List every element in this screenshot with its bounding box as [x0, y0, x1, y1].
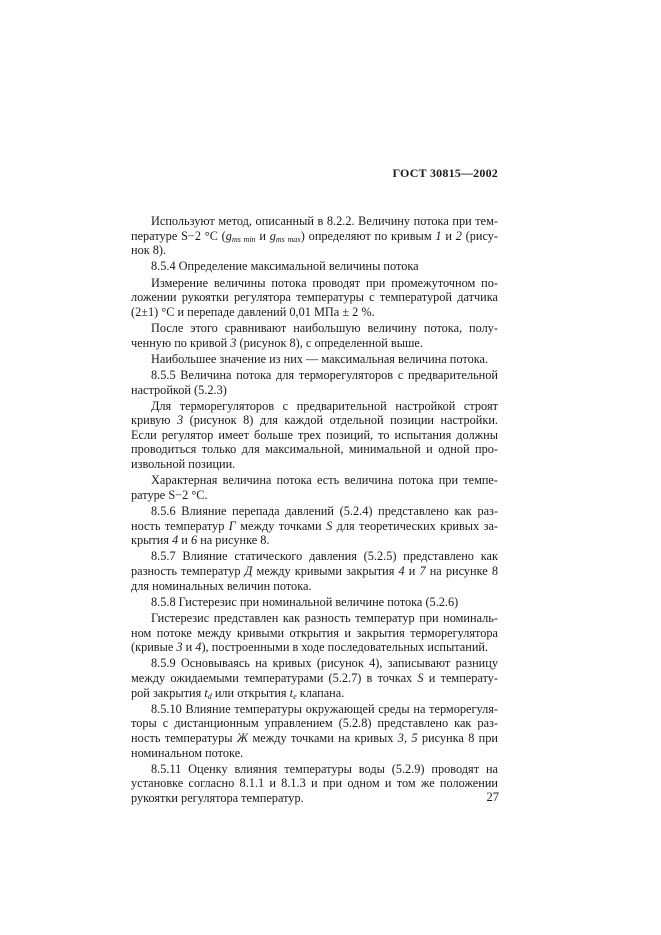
text-run: 7	[419, 564, 426, 578]
text-run: (рисунок 8), с определенной выше.	[236, 335, 423, 350]
text-run: S	[417, 670, 424, 685]
text-run: между точками на кривых	[248, 730, 398, 745]
text-run: между точками	[235, 518, 327, 533]
document-header: ГОСТ 30815—2002	[392, 166, 498, 180]
paragraph	[131, 321, 498, 350]
text-run: клапана.	[296, 685, 345, 700]
text-run: ) определяют по кривым	[300, 228, 436, 243]
paragraph	[131, 611, 498, 655]
text-run: и	[255, 228, 270, 243]
paragraph	[131, 702, 498, 760]
text-run: Ж	[236, 730, 249, 745]
text-run: Для терморегуляторов с предварительной настройкой строят кривую	[131, 398, 498, 428]
text-run: ms max	[275, 234, 301, 244]
page-number: 27	[486, 790, 499, 804]
text-run: рисунка 8 при номинальном потоке.	[131, 730, 498, 760]
text-run: e	[293, 691, 297, 701]
text-run: на рисунке 8 для номинальных величин потока.	[131, 564, 498, 593]
text-run: (рису-нок 8).	[131, 228, 499, 258]
text-run: 1	[435, 228, 442, 243]
paragraph	[131, 504, 498, 548]
text-run: и температу-рой закрытия	[131, 670, 498, 700]
text-run: и	[441, 228, 456, 243]
text-run: 4	[172, 533, 179, 548]
text-run: g	[225, 228, 232, 243]
text-run: ,	[403, 730, 412, 745]
paragraph	[131, 352, 498, 367]
paragraph	[131, 473, 498, 502]
text-run: 5	[411, 730, 418, 745]
text-run: на рисунке 8.	[197, 533, 270, 548]
text-run: 4	[398, 564, 405, 578]
text-run: Характерная величина потока есть величина потока при темпе-ратуре S−2 °C.	[131, 473, 498, 502]
text-run: и	[178, 533, 191, 548]
text-run: Измерение величины потока проводят при промежуточном по-ложении рукоятки регулятора температуры с температурой датчика (2±1) °C и перепаде давлений 0,01 МПа ± 2 %.	[131, 275, 498, 319]
text-run: 4	[195, 640, 202, 655]
text-run: 8.5.4 Определение максимальной величины потока	[151, 259, 419, 274]
text-run: Г	[228, 518, 236, 533]
paragraph	[131, 549, 498, 593]
text-run: Используют метод, описанный в 8.2.2. Величину потока при тем-пературе S−2 °C (	[131, 214, 498, 243]
text-run: 3	[230, 335, 237, 350]
text-run: Д	[244, 564, 253, 578]
text-run: 3	[176, 640, 183, 655]
paragraph	[131, 214, 498, 258]
text-run: g	[269, 228, 276, 243]
text-run: и	[182, 640, 196, 655]
text-run: 3	[397, 730, 404, 745]
text-run: 8.5.8 Гистерезис при номинальной величине потока (5.2.6)	[151, 594, 459, 609]
text-run: 8.5.10 Влияние температуры окружающей среды на терморегуля-торы с дистанционным управлением (5.2.8) представлено как раз-ность температуры	[131, 701, 498, 745]
text-run: 8.5.5 Величина потока для терморегуляторов с предварительной настройкой (5.2.3)	[131, 367, 498, 397]
document-body	[131, 214, 498, 807]
text-run: и	[404, 564, 420, 578]
text-run: или открытия	[211, 685, 290, 700]
text-run: 8.5.7 Влияние статического давления (5.2.5) представлено как разность температур	[131, 549, 498, 578]
text-run: Наибольшее значение из них — максимальная величина потока.	[151, 351, 489, 366]
text-run: 8.5.9 Основываясь на кривых (рисунок 4), записывают разницу между ожидаемыми температурами (5.2.7) в точках	[131, 656, 498, 685]
text-run: ms min	[231, 234, 256, 244]
text-run: 6	[190, 533, 198, 548]
paragraph	[131, 276, 498, 320]
paragraph	[131, 656, 498, 700]
paragraph	[131, 368, 498, 397]
text-run: между кривыми закрытия	[252, 564, 399, 578]
text-run: для теоретических кривых за-крытия	[131, 518, 498, 548]
text-run: 8.5.6 Влияние перепада давлений (5.2.4) представлено как раз-ность температур	[131, 504, 498, 533]
paragraph	[131, 595, 498, 610]
text-run: 3	[176, 413, 184, 428]
text-run: t	[289, 685, 294, 700]
text-run: t	[204, 685, 208, 700]
paragraph	[131, 762, 498, 806]
paragraph	[131, 399, 498, 472]
text-run: d	[207, 691, 212, 701]
text-run: 8.5.11 Оценку влияния температуры воды (5.2.9) проводят на установке согласно 8.1.1 и 8.1.3 и при одном и том же положении рукоятки регулятора температур.	[131, 761, 498, 805]
text-run: (рисунок 8) для каждой отдельной позиции настройки. Если регулятор имеет больше трех позиций, то испытания должны проводиться только для максимальной, минимальной и одной про-извольной позиции.	[131, 413, 499, 472]
text-run: 2	[455, 228, 462, 243]
text-run: S	[326, 518, 333, 533]
text-run: ), построенными в ходе последовательных испытаний.	[201, 640, 489, 655]
text-run: После этого сравнивают наибольшую величину потока, полу-ченную по кривой	[131, 320, 498, 350]
text-run: Гистерезис представлен как разность температур при номиналь-ном потоке между кривыми открытия и закрытия терморегулятора (кривые	[131, 610, 498, 655]
paragraph	[131, 259, 498, 274]
